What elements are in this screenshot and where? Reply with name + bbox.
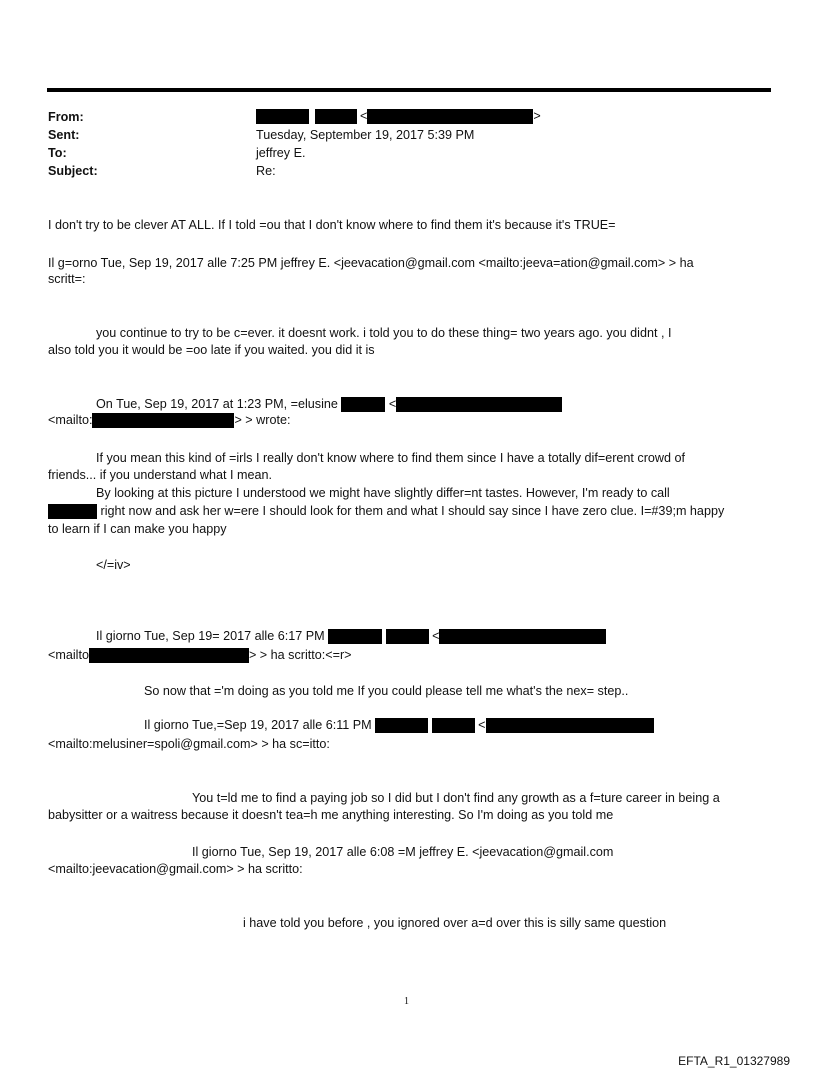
body-line: You t=ld me to find a paying job so I did but I don't find any growth as a f=ture career in being a: [192, 791, 720, 805]
body-text: right now and ask her w=ere I should look for them and what I should say since I have zero clue. I=#39;m happy: [97, 504, 725, 518]
body-line: <mailto:melusiner=spoli@gmail.com> > ha sc=itto:: [48, 737, 330, 751]
quoted-email-open: <: [432, 629, 440, 643]
redaction-box: [256, 109, 309, 124]
page-number: 1: [404, 996, 409, 1007]
body-line: <mailto:jeevacation@gmail.com> > ha scritto:: [48, 862, 303, 876]
body-line: friends... if you understand what I mean.: [48, 468, 273, 482]
from-email-open: <: [360, 109, 368, 123]
body-line: </=iv>: [96, 558, 131, 572]
body-line: also told you it would be =oo late if you waited. you did it is: [48, 343, 375, 357]
body-line: So now that ='m doing as you told me If you could please tell me what's the nex= step..: [144, 684, 629, 698]
mailto-prefix: <mailto: [48, 648, 89, 662]
sent-value: Tuesday, September 19, 2017 5:39 PM: [256, 128, 475, 142]
sent-label: Sent:: [48, 128, 80, 142]
body-line: [48, 504, 724, 519]
body-line: By looking at this picture I understood we might have slightly differ=nt tastes. However, I'm ready to call: [96, 486, 670, 500]
subject-value: Re:: [256, 164, 276, 178]
subject-label: Subject:: [48, 164, 98, 178]
mailto-suffix: > > wrote:: [234, 413, 291, 427]
body-line: I don't try to be clever AT ALL. If I told =ou that I don't know where to find them it's because it's TRUE=: [48, 218, 616, 232]
from-value: [256, 109, 541, 124]
quoted-email-open: <: [478, 718, 486, 732]
quoted-header-text: On Tue, Sep 19, 2017 at 1:23 PM, =elusine: [96, 397, 338, 411]
redaction-box: [386, 629, 429, 644]
quoted-header-text: Il giorno Tue, Sep 19= 2017 alle 6:17 PM: [96, 629, 325, 643]
redaction-box: [396, 397, 562, 412]
mailto-suffix: > > ha scritto:<=r>: [248, 648, 352, 662]
redaction-box: [89, 648, 249, 663]
quoted-header-line: [96, 397, 562, 412]
quoted-email-open: <: [388, 397, 397, 411]
quoted-header-line: [144, 718, 654, 733]
redaction-box: [367, 109, 533, 124]
quoted-mailto-line: [48, 413, 290, 428]
bates-number: EFTA_R1_01327989: [678, 1054, 790, 1068]
body-line: If you mean this kind of =irls I really don't know where to find them since I have a totally dif=erent crowd of: [96, 451, 686, 465]
redaction-box: [439, 629, 606, 644]
header-rule: [47, 88, 771, 92]
body-line: scritt=:: [48, 272, 86, 286]
redaction-box: [375, 718, 428, 733]
redaction-box: [432, 718, 475, 733]
to-value: jeffrey E.: [256, 146, 306, 160]
redaction-box: [315, 109, 357, 124]
redaction-box: [48, 504, 97, 519]
redaction-box: [328, 629, 382, 644]
body-line: Il giorno Tue, Sep 19, 2017 alle 6:08 =M jeffrey E. <jeevacation@gmail.com: [192, 845, 614, 859]
quoted-mailto-line: [48, 648, 352, 663]
body-line: babysitter or a waitress because it doesn't tea=h me anything interesting. So I'm doing as you told me: [48, 808, 614, 822]
body-line: to learn if I can make you happy: [48, 522, 227, 536]
body-line: Il g=orno Tue, Sep 19, 2017 alle 7:25 PM jeffrey E. <jeevacation@gmail.com <mailto:jeeva=ation@gmail.com> > ha: [48, 256, 694, 270]
body-line: you continue to try to be c=ever. it doesnt work. i told you to do these thing= two years ago. you didnt , I: [96, 326, 672, 340]
quoted-header-line: [96, 629, 606, 644]
to-label: To:: [48, 146, 67, 160]
redaction-box: [341, 397, 385, 412]
redaction-box: [92, 413, 234, 428]
from-label: From:: [48, 110, 84, 124]
mailto-prefix: <mailto:: [48, 413, 93, 427]
from-email-close: >: [533, 109, 541, 123]
redaction-box: [486, 718, 654, 733]
body-line: i have told you before , you ignored over a=d over this is silly same question: [243, 916, 667, 930]
quoted-header-text: Il giorno Tue,=Sep 19, 2017 alle 6:11 PM: [144, 718, 372, 732]
